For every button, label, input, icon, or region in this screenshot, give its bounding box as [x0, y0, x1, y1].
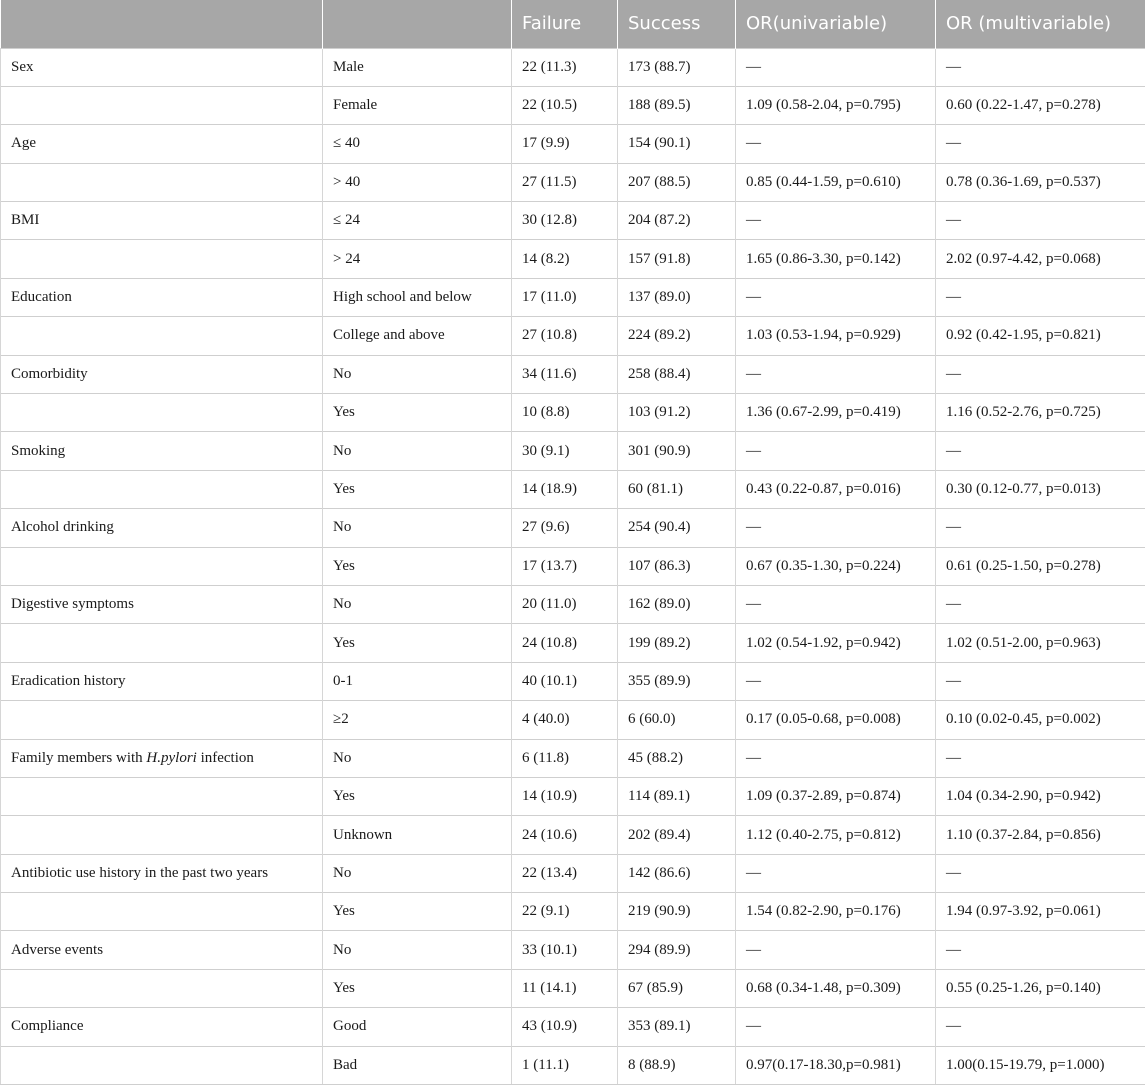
cell-variable: Adverse events	[1, 931, 323, 969]
cell-or-univariable: —	[736, 509, 936, 547]
cell-or-univariable: 1.12 (0.40-2.75, p=0.812)	[736, 816, 936, 854]
cell-or-univariable: —	[736, 854, 936, 892]
cell-or-multivariable: 1.10 (0.37-2.84, p=0.856)	[936, 816, 1145, 854]
cell-or-univariable: —	[736, 1008, 936, 1046]
cell-variable	[1, 816, 323, 854]
cell-variable: BMI	[1, 202, 323, 240]
cell-failure: 22 (11.3)	[512, 48, 618, 86]
cell-variable	[1, 470, 323, 508]
cell-or-multivariable: —	[936, 1008, 1145, 1046]
cell-or-multivariable: 1.94 (0.97-3.92, p=0.061)	[936, 893, 1145, 931]
table-row	[1, 1046, 1145, 1084]
cell-failure: 27 (10.8)	[512, 317, 618, 355]
cell-variable	[1, 739, 323, 777]
cell-level: Female	[323, 86, 512, 124]
cell-or-multivariable: 0.92 (0.42-1.95, p=0.821)	[936, 317, 1145, 355]
cell-level: Unknown	[323, 816, 512, 854]
cell-success: 207 (88.5)	[618, 163, 736, 201]
cell-level: Yes	[323, 394, 512, 432]
table-row	[1, 163, 1145, 201]
table-row	[1, 739, 1145, 777]
cell-or-multivariable: —	[936, 48, 1145, 86]
cell-success: 103 (91.2)	[618, 394, 736, 432]
cell-failure: 24 (10.6)	[512, 816, 618, 854]
cell-or-multivariable: —	[936, 931, 1145, 969]
cell-variable: Comorbidity	[1, 355, 323, 393]
cell-or-multivariable: —	[936, 432, 1145, 470]
table-row	[1, 509, 1145, 547]
cell-success: 219 (90.9)	[618, 893, 736, 931]
table-row	[1, 202, 1145, 240]
table-row	[1, 1008, 1145, 1046]
table-row	[1, 240, 1145, 278]
cell-or-multivariable: —	[936, 278, 1145, 316]
cell-failure: 30 (12.8)	[512, 202, 618, 240]
cell-success: 355 (89.9)	[618, 662, 736, 700]
cell-success: 162 (89.0)	[618, 585, 736, 623]
cell-level: Yes	[323, 893, 512, 931]
cell-or-univariable: 0.68 (0.34-1.48, p=0.309)	[736, 969, 936, 1007]
cell-level: ≤ 40	[323, 125, 512, 163]
cell-variable: Digestive symptoms	[1, 585, 323, 623]
table-row	[1, 317, 1145, 355]
header-success: Success	[618, 0, 736, 48]
cell-failure: 27 (9.6)	[512, 509, 618, 547]
cell-variable	[1, 893, 323, 931]
cell-level: No	[323, 585, 512, 623]
cell-level: Yes	[323, 969, 512, 1007]
cell-variable: Alcohol drinking	[1, 509, 323, 547]
cell-success: 294 (89.9)	[618, 931, 736, 969]
cell-success: 6 (60.0)	[618, 701, 736, 739]
cell-or-multivariable: —	[936, 202, 1145, 240]
cell-variable	[1, 1046, 323, 1084]
cell-or-univariable: —	[736, 125, 936, 163]
cell-variable: Compliance	[1, 1008, 323, 1046]
cell-failure: 14 (18.9)	[512, 470, 618, 508]
cell-or-multivariable: 1.00(0.15-19.79, p=1.000)	[936, 1046, 1145, 1084]
cell-or-multivariable: —	[936, 739, 1145, 777]
cell-level: Good	[323, 1008, 512, 1046]
cell-or-univariable: —	[736, 278, 936, 316]
cell-level: > 24	[323, 240, 512, 278]
header-or-univariable: OR(univariable)	[736, 0, 936, 48]
cell-or-univariable: —	[736, 662, 936, 700]
cell-variable: Sex	[1, 48, 323, 86]
cell-failure: 17 (13.7)	[512, 547, 618, 585]
cell-or-univariable: 0.43 (0.22-0.87, p=0.016)	[736, 470, 936, 508]
cell-or-multivariable: 1.04 (0.34-2.90, p=0.942)	[936, 777, 1145, 815]
cell-or-univariable: —	[736, 432, 936, 470]
header-or-multivariable: OR (multivariable)	[936, 0, 1145, 48]
table-row	[1, 624, 1145, 662]
cell-failure: 20 (11.0)	[512, 585, 618, 623]
cell-success: 199 (89.2)	[618, 624, 736, 662]
cell-variable: Eradication history	[1, 662, 323, 700]
cell-success: 142 (86.6)	[618, 854, 736, 892]
cell-or-univariable: 1.54 (0.82-2.90, p=0.176)	[736, 893, 936, 931]
table-row	[1, 701, 1145, 739]
cell-failure: 22 (9.1)	[512, 893, 618, 931]
cell-or-multivariable: 1.16 (0.52-2.76, p=0.725)	[936, 394, 1145, 432]
cell-success: 67 (85.9)	[618, 969, 736, 1007]
cell-failure: 34 (11.6)	[512, 355, 618, 393]
cell-or-univariable: —	[736, 739, 936, 777]
cell-variable	[1, 969, 323, 1007]
cell-variable	[1, 624, 323, 662]
cell-or-univariable: 0.85 (0.44-1.59, p=0.610)	[736, 163, 936, 201]
table-row	[1, 86, 1145, 124]
cell-variable	[1, 394, 323, 432]
cell-variable	[1, 240, 323, 278]
table-row	[1, 547, 1145, 585]
cell-success: 60 (81.1)	[618, 470, 736, 508]
table-row	[1, 355, 1145, 393]
cell-level: No	[323, 355, 512, 393]
cell-level: Bad	[323, 1046, 512, 1084]
cell-failure: 14 (8.2)	[512, 240, 618, 278]
cell-success: 8 (88.9)	[618, 1046, 736, 1084]
cell-success: 301 (90.9)	[618, 432, 736, 470]
cell-failure: 11 (14.1)	[512, 969, 618, 1007]
cell-success: 114 (89.1)	[618, 777, 736, 815]
variable-text: infection	[196, 749, 254, 766]
cell-failure: 30 (9.1)	[512, 432, 618, 470]
cell-failure: 33 (10.1)	[512, 931, 618, 969]
table-row	[1, 125, 1145, 163]
cell-or-multivariable: 0.60 (0.22-1.47, p=0.278)	[936, 86, 1145, 124]
cell-variable	[1, 317, 323, 355]
cell-or-univariable: 0.17 (0.05-0.68, p=0.008)	[736, 701, 936, 739]
cell-level: No	[323, 432, 512, 470]
cell-or-multivariable: —	[936, 509, 1145, 547]
cell-level: High school and below	[323, 278, 512, 316]
cell-or-multivariable: 0.61 (0.25-1.50, p=0.278)	[936, 547, 1145, 585]
cell-variable: Smoking	[1, 432, 323, 470]
cell-failure: 17 (9.9)	[512, 125, 618, 163]
table-row	[1, 394, 1145, 432]
cell-level: Male	[323, 48, 512, 86]
cell-level: No	[323, 509, 512, 547]
table-row	[1, 816, 1145, 854]
cell-or-multivariable: —	[936, 662, 1145, 700]
cell-level: ≤ 24	[323, 202, 512, 240]
cell-success: 45 (88.2)	[618, 739, 736, 777]
cell-variable	[1, 163, 323, 201]
table-row	[1, 48, 1145, 86]
cell-success: 188 (89.5)	[618, 86, 736, 124]
cell-level: Yes	[323, 777, 512, 815]
cell-variable	[1, 547, 323, 585]
cell-level: > 40	[323, 163, 512, 201]
table-row	[1, 470, 1145, 508]
table-row	[1, 854, 1145, 892]
cell-level: No	[323, 931, 512, 969]
cell-failure: 22 (10.5)	[512, 86, 618, 124]
cell-success: 154 (90.1)	[618, 125, 736, 163]
cell-or-univariable: 0.97(0.17-18.30,p=0.981)	[736, 1046, 936, 1084]
cell-or-univariable: 1.65 (0.86-3.30, p=0.142)	[736, 240, 936, 278]
cell-or-univariable: —	[736, 585, 936, 623]
cell-or-multivariable: 1.02 (0.51-2.00, p=0.963)	[936, 624, 1145, 662]
cell-or-univariable: —	[736, 202, 936, 240]
variable-italic-text: H.pylori	[146, 749, 197, 766]
cell-failure: 27 (11.5)	[512, 163, 618, 201]
cell-variable: Education	[1, 278, 323, 316]
cell-level: No	[323, 739, 512, 777]
table-row	[1, 432, 1145, 470]
cell-or-multivariable: 0.78 (0.36-1.69, p=0.537)	[936, 163, 1145, 201]
table-row	[1, 777, 1145, 815]
cell-or-univariable: 1.03 (0.53-1.94, p=0.929)	[736, 317, 936, 355]
cell-success: 173 (88.7)	[618, 48, 736, 86]
cell-failure: 43 (10.9)	[512, 1008, 618, 1046]
header-row	[1, 0, 1145, 48]
cell-or-multivariable: —	[936, 355, 1145, 393]
cell-variable	[1, 777, 323, 815]
table-row	[1, 969, 1145, 1007]
cell-or-multivariable: 0.10 (0.02-0.45, p=0.002)	[936, 701, 1145, 739]
cell-success: 107 (86.3)	[618, 547, 736, 585]
cell-or-univariable: 1.02 (0.54-1.92, p=0.942)	[736, 624, 936, 662]
cell-variable: Antibiotic use history in the past two years	[1, 854, 323, 892]
cell-level: No	[323, 854, 512, 892]
cell-failure: 6 (11.8)	[512, 739, 618, 777]
cell-failure: 22 (13.4)	[512, 854, 618, 892]
cell-success: 258 (88.4)	[618, 355, 736, 393]
cell-or-multivariable: 2.02 (0.97-4.42, p=0.068)	[936, 240, 1145, 278]
table-row	[1, 278, 1145, 316]
cell-or-univariable: 0.67 (0.35-1.30, p=0.224)	[736, 547, 936, 585]
cell-or-univariable: —	[736, 48, 936, 86]
cell-or-multivariable: 0.30 (0.12-0.77, p=0.013)	[936, 470, 1145, 508]
cell-level: Yes	[323, 547, 512, 585]
table-row	[1, 585, 1145, 623]
cell-or-univariable: 1.09 (0.58-2.04, p=0.795)	[736, 86, 936, 124]
variable-text: Family members with	[11, 749, 147, 766]
cell-failure: 24 (10.8)	[512, 624, 618, 662]
cell-failure: 1 (11.1)	[512, 1046, 618, 1084]
cell-variable: Age	[1, 125, 323, 163]
cell-level: Yes	[323, 624, 512, 662]
cell-or-univariable: —	[736, 355, 936, 393]
cell-failure: 4 (40.0)	[512, 701, 618, 739]
cell-level: College and above	[323, 317, 512, 355]
cell-failure: 14 (10.9)	[512, 777, 618, 815]
cell-success: 137 (89.0)	[618, 278, 736, 316]
cell-success: 353 (89.1)	[618, 1008, 736, 1046]
cell-or-multivariable: 0.55 (0.25-1.26, p=0.140)	[936, 969, 1145, 1007]
header-failure: Failure	[512, 0, 618, 48]
cell-success: 224 (89.2)	[618, 317, 736, 355]
cell-or-multivariable: —	[936, 585, 1145, 623]
header-level	[323, 0, 512, 48]
table-row	[1, 893, 1145, 931]
cell-or-univariable: —	[736, 931, 936, 969]
table-row	[1, 662, 1145, 700]
cell-or-multivariable: —	[936, 854, 1145, 892]
cell-success: 202 (89.4)	[618, 816, 736, 854]
cell-failure: 40 (10.1)	[512, 662, 618, 700]
cell-failure: 10 (8.8)	[512, 394, 618, 432]
cell-or-univariable: 1.36 (0.67-2.99, p=0.419)	[736, 394, 936, 432]
cell-success: 204 (87.2)	[618, 202, 736, 240]
cell-failure: 17 (11.0)	[512, 278, 618, 316]
cell-variable	[1, 86, 323, 124]
cell-or-multivariable: —	[936, 125, 1145, 163]
cell-level: 0-1	[323, 662, 512, 700]
cell-level: ≥2	[323, 701, 512, 739]
cell-variable	[1, 701, 323, 739]
table-row	[1, 931, 1145, 969]
cell-or-univariable: 1.09 (0.37-2.89, p=0.874)	[736, 777, 936, 815]
cell-level: Yes	[323, 470, 512, 508]
cell-success: 254 (90.4)	[618, 509, 736, 547]
header-variable	[1, 0, 323, 48]
cell-success: 157 (91.8)	[618, 240, 736, 278]
